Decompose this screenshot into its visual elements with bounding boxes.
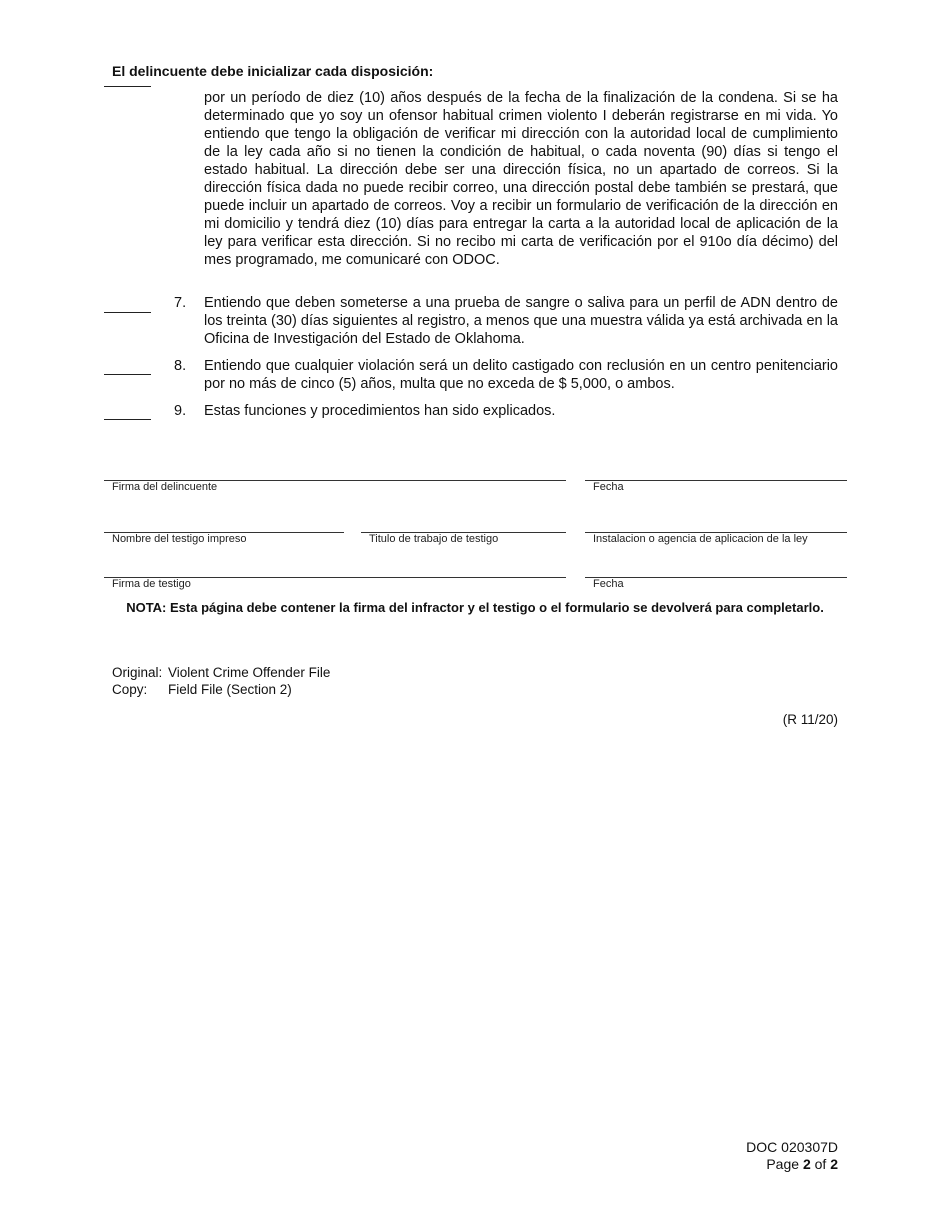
page-total: 2: [830, 1156, 838, 1172]
original-value: Violent Crime Offender File: [168, 665, 331, 680]
witness-job-title-label: Titulo de trabajo de testigo: [369, 533, 499, 545]
copy-value: Field File (Section 2): [168, 682, 292, 697]
item-number-9: 9.: [174, 403, 187, 419]
item-number-7: 7.: [174, 295, 187, 311]
copy-label: Copy:: [112, 682, 148, 697]
initial-line-item-8[interactable]: [104, 374, 151, 375]
original-label: Original:: [112, 665, 163, 680]
item-number-8: 8.: [174, 358, 187, 374]
offender-signature-label: Firma del delincuente: [112, 481, 218, 493]
distribution-copy: [112, 681, 292, 698]
offender-date-line[interactable]: [585, 480, 847, 481]
page-heading: El delincuente debe inicializar cada disposición:: [112, 63, 434, 79]
offender-date-label: Fecha: [593, 481, 624, 493]
witness-date-line[interactable]: [585, 577, 847, 578]
initial-line-item-7[interactable]: [104, 312, 151, 313]
distribution-original: [112, 664, 330, 681]
continued-provision-text: por un período de diez (10) años después de la fecha de la finalización de la condena. Si se ha determinado que yo soy un ofensor habitual crimen violento I deberán registrarse en mi vida. Yo entiendo que tengo la obligación de verificar mi dirección con la autoridad local de cumplimiento de la ley cada año si no tienen la condición de habitual, o cada noventa (90) días si tengo el estado habitual. La dirección debe ser una dirección física, no un apartado de correos. Si la dirección física dada no puede recibir correo, una dirección postal debe también se prestará, que puede incluir un apartado de correos. Voy a recibir un formulario de verificación de la dirección en mi domicilio y tendrá diez (10) días para entregar la carta a la autoridad local de aplicación de la ley para verificar esta dirección. Si no recibo mi carta de verificación por el 910o día décimo) del mes programado, me comunicaré con ODOC.: [204, 90, 838, 268]
witness-date-label: Fecha: [593, 578, 624, 590]
initial-line-continued[interactable]: [104, 86, 151, 87]
item-text-9: Estas funciones y procedimientos han sido explicados.: [204, 403, 556, 419]
facility-agency-label: Instalacion o agencia de aplicacion de la ley: [593, 533, 808, 545]
witness-signature-label: Firma de testigo: [112, 578, 191, 590]
page-indicator: [766, 1156, 838, 1173]
initial-line-item-9[interactable]: [104, 419, 151, 420]
item-text-7: Entiendo que deben someterse a una prueba de sangre o saliva para un perfil de ADN dentro de los treinta (30) días siguientes al registro, a menos que una muestra válida ya está archivada en la Oficina de Investigación del Estado de Oklahoma.: [204, 295, 838, 347]
signature-note: NOTA: Esta página debe contener la firma del infractor y el testigo o el formulario se devolverá para completarlo.: [126, 600, 824, 615]
witness-printed-name-label: Nombre del testigo impreso: [112, 533, 247, 545]
document-number: DOC 020307D: [746, 1139, 838, 1155]
item-text-8: Entiendo que cualquier violación será un delito castigado con reclusión en un centro penitenciario por no más de cinco (5) años, multa que no exceda de $ 5,000, o ambos.: [204, 358, 838, 392]
revision-code: (R 11/20): [782, 712, 838, 727]
page-prefix: Page: [766, 1156, 800, 1172]
page-current: 2: [802, 1156, 811, 1172]
page-of: of: [814, 1156, 827, 1172]
